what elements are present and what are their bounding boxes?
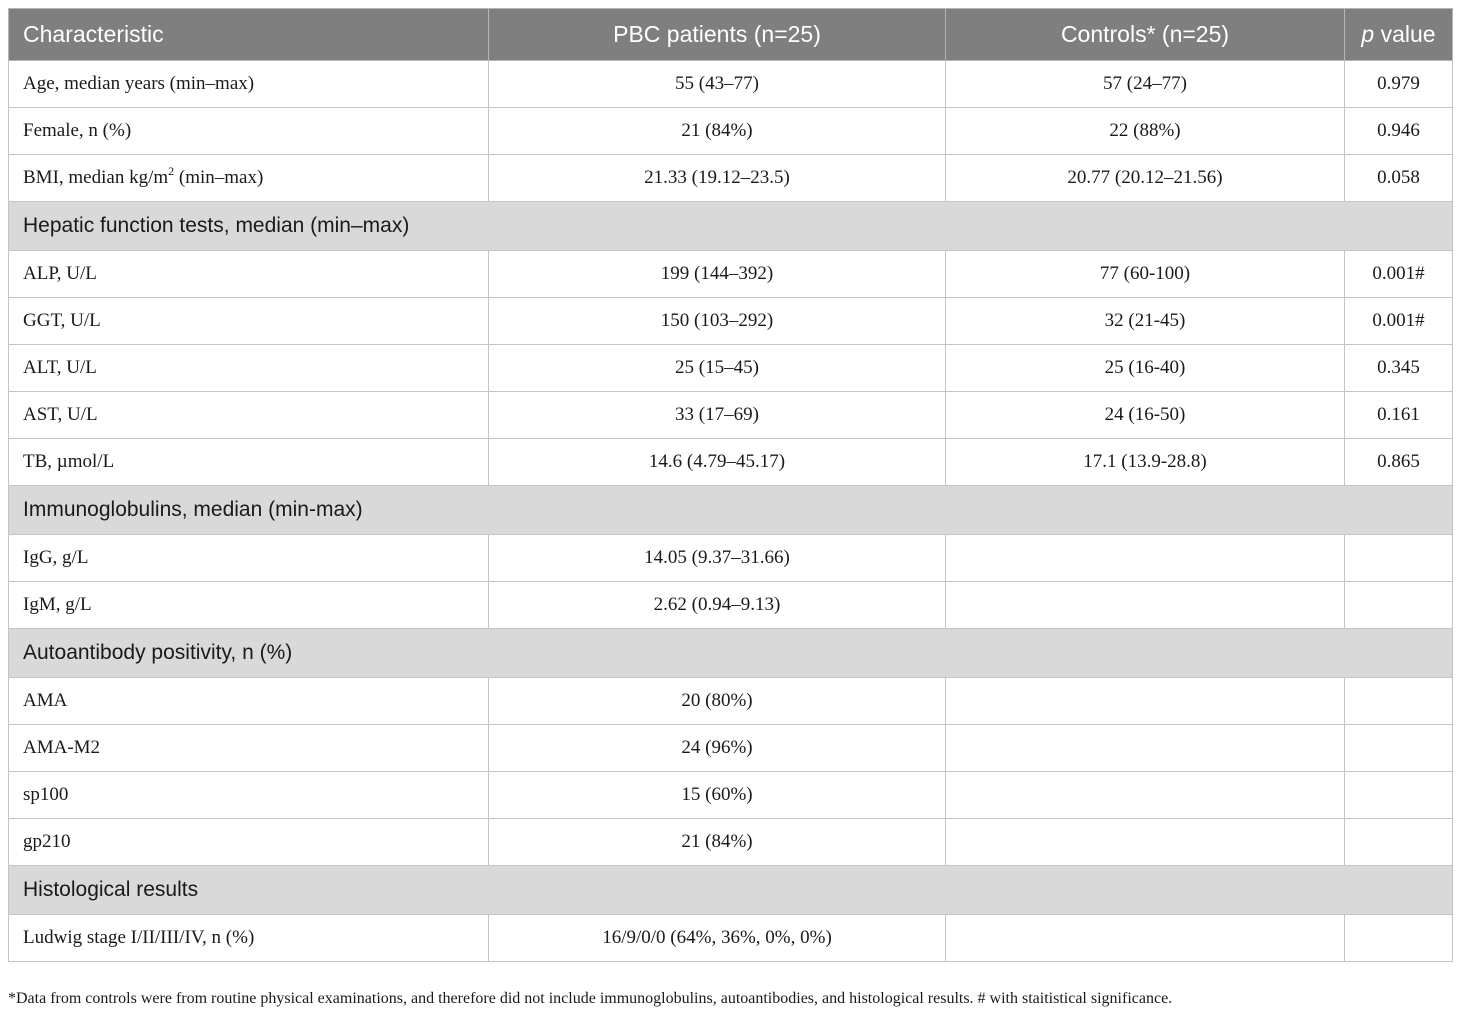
row-label: AMA-M2: [9, 725, 489, 772]
p-value: [1345, 535, 1453, 582]
row-label: Female, n (%): [9, 108, 489, 155]
p-value: 0.058: [1345, 155, 1453, 202]
section-title: Autoantibody positivity, n (%): [9, 629, 1453, 678]
controls-value: [946, 772, 1345, 819]
pbc-value: 21 (84%): [489, 108, 946, 155]
table-row: [9, 108, 1453, 155]
header-pbc: PBC patients (n=25): [489, 9, 946, 61]
header-p-italic: p: [1361, 21, 1375, 47]
pbc-value: 14.05 (9.37–31.66): [489, 535, 946, 582]
table-row: [9, 155, 1453, 202]
p-value: 0.865: [1345, 439, 1453, 486]
controls-value: [946, 915, 1345, 962]
p-value: 0.979: [1345, 61, 1453, 108]
controls-value: 32 (21-45): [946, 298, 1345, 345]
p-value: 0.001#: [1345, 251, 1453, 298]
pbc-value: 199 (144–392): [489, 251, 946, 298]
table-row: [9, 915, 1453, 962]
characteristics-table: [8, 8, 1453, 962]
pbc-value: 21.33 (19.12–23.5): [489, 155, 946, 202]
p-value: 0.001#: [1345, 298, 1453, 345]
controls-value: [946, 582, 1345, 629]
p-value: [1345, 725, 1453, 772]
pbc-value: 16/9/0/0 (64%, 36%, 0%, 0%): [489, 915, 946, 962]
header-characteristic: Characteristic: [9, 9, 489, 61]
controls-value: 24 (16-50): [946, 392, 1345, 439]
controls-value: [946, 678, 1345, 725]
p-value: [1345, 582, 1453, 629]
table-row: [9, 298, 1453, 345]
pbc-value: 21 (84%): [489, 819, 946, 866]
p-value: 0.946: [1345, 108, 1453, 155]
row-label: TB, µmol/L: [9, 439, 489, 486]
p-value: 0.161: [1345, 392, 1453, 439]
pbc-value: 150 (103–292): [489, 298, 946, 345]
pbc-value: 20 (80%): [489, 678, 946, 725]
bmi-label-pre: BMI, median kg/m: [23, 167, 169, 188]
row-label: ALT, U/L: [9, 345, 489, 392]
header-p-rest: value: [1374, 21, 1436, 47]
row-label: AMA: [9, 678, 489, 725]
controls-value: 17.1 (13.9-28.8): [946, 439, 1345, 486]
table-row: [9, 392, 1453, 439]
controls-value: [946, 819, 1345, 866]
controls-value: [946, 535, 1345, 582]
p-value: [1345, 678, 1453, 725]
section-title: Hepatic function tests, median (min–max): [9, 202, 1453, 251]
controls-value: 77 (60-100): [946, 251, 1345, 298]
pbc-value: 2.62 (0.94–9.13): [489, 582, 946, 629]
section-header-histological: [9, 866, 1453, 915]
p-value: [1345, 915, 1453, 962]
p-value: [1345, 819, 1453, 866]
bmi-label-sup: 2: [168, 164, 175, 178]
bmi-label-post: (min–max): [174, 167, 264, 188]
row-label: Ludwig stage I/II/III/IV, n (%): [9, 915, 489, 962]
section-header-immunoglobulins: [9, 486, 1453, 535]
table-row: [9, 772, 1453, 819]
controls-value: 57 (24–77): [946, 61, 1345, 108]
table-row: [9, 61, 1453, 108]
table-row: [9, 725, 1453, 772]
p-value: 0.345: [1345, 345, 1453, 392]
header-row: [9, 9, 1453, 61]
table-row: [9, 439, 1453, 486]
section-title: Histological results: [9, 866, 1453, 915]
pbc-value: 24 (96%): [489, 725, 946, 772]
controls-value: 22 (88%): [946, 108, 1345, 155]
section-header-autoantibody: [9, 629, 1453, 678]
section-header-hepatic: [9, 202, 1453, 251]
pbc-value: 55 (43–77): [489, 61, 946, 108]
row-label: AST, U/L: [9, 392, 489, 439]
table-container: [8, 8, 1452, 962]
table-row: [9, 251, 1453, 298]
table-row: [9, 582, 1453, 629]
pbc-value: 25 (15–45): [489, 345, 946, 392]
pbc-value: 15 (60%): [489, 772, 946, 819]
header-p-value: [1345, 9, 1453, 61]
header-controls: Controls* (n=25): [946, 9, 1345, 61]
row-label: gp210: [9, 819, 489, 866]
row-label: ALP, U/L: [9, 251, 489, 298]
p-value: [1345, 772, 1453, 819]
section-title: Immunoglobulins, median (min-max): [9, 486, 1453, 535]
controls-value: 25 (16-40): [946, 345, 1345, 392]
table-footnote: *Data from controls were from routine physical examinations, and therefore did not include immunoglobulins, autoantibodies, and histological results. # with staitistical significance.: [8, 990, 1173, 1007]
table-row: [9, 678, 1453, 725]
row-label: GGT, U/L: [9, 298, 489, 345]
row-label: sp100: [9, 772, 489, 819]
pbc-value: 33 (17–69): [489, 392, 946, 439]
row-label: Age, median years (min–max): [9, 61, 489, 108]
controls-value: [946, 725, 1345, 772]
row-label: IgM, g/L: [9, 582, 489, 629]
table-row: [9, 819, 1453, 866]
table-row: [9, 535, 1453, 582]
row-label: IgG, g/L: [9, 535, 489, 582]
controls-value: 20.77 (20.12–21.56): [946, 155, 1345, 202]
row-label: [9, 155, 489, 202]
table-row: [9, 345, 1453, 392]
pbc-value: 14.6 (4.79–45.17): [489, 439, 946, 486]
